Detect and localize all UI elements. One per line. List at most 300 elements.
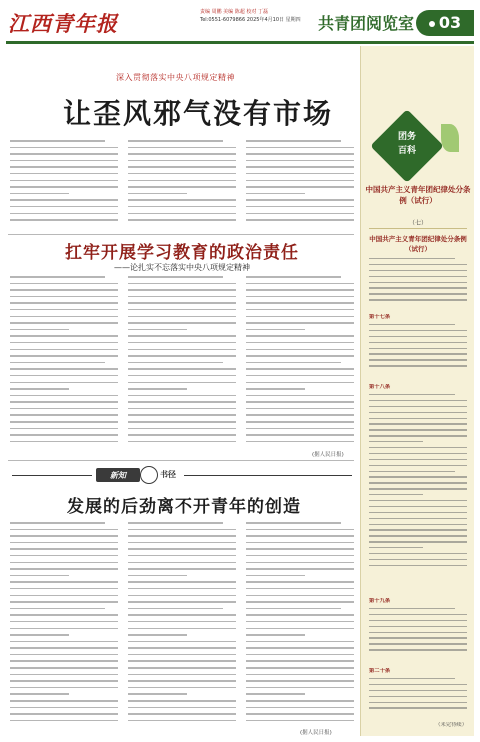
text-line: [10, 568, 118, 570]
text-line: [246, 322, 354, 324]
third-byline: (据人民日报): [300, 730, 332, 736]
ornament-label-right: 书径: [160, 469, 176, 479]
text-line: [128, 680, 236, 682]
lead-headline: 让歪风邪气没有市场: [62, 97, 333, 130]
text-line: [128, 140, 223, 142]
text-line: [10, 674, 118, 676]
text-line: [246, 628, 354, 630]
text-line: [10, 542, 118, 544]
text-line: [246, 206, 354, 208]
text-line: [128, 428, 236, 430]
text-line: [10, 647, 118, 649]
text-line: [246, 581, 354, 583]
text-line: [128, 667, 236, 669]
text-line: [128, 302, 236, 304]
text-line: [369, 348, 467, 349]
text-line: [10, 595, 118, 597]
text-line: [128, 322, 236, 324]
text-line: [10, 707, 118, 709]
text-line: [369, 394, 455, 395]
text-line: [10, 634, 69, 636]
sidebar-subtitle: 中国共产主义青年团纪律处分条例（试行）: [369, 235, 467, 253]
text-line: [369, 529, 467, 530]
sidebar-rule: [369, 228, 467, 229]
text-line: [369, 506, 467, 507]
text-line: [369, 547, 423, 548]
text-line: [128, 276, 223, 278]
text-line: [10, 349, 118, 351]
text-line: [128, 414, 236, 416]
text-line: [369, 282, 467, 283]
article-18-text: [369, 394, 467, 594]
text-line: [10, 140, 105, 142]
text-line: [128, 621, 236, 623]
text-line: [10, 395, 118, 397]
text-line: [128, 522, 223, 524]
text-line: [128, 628, 236, 630]
text-line: [10, 414, 118, 416]
text-line: [246, 548, 354, 550]
text-line: [10, 283, 118, 285]
text-line: [10, 401, 118, 403]
text-line: [246, 335, 354, 337]
book-icon: [140, 466, 158, 484]
text-line: [246, 667, 354, 669]
text-line: [10, 660, 118, 662]
text-line: [369, 293, 467, 294]
text-line: [246, 434, 354, 436]
text-line: [128, 186, 236, 188]
text-line: [246, 562, 354, 564]
text-line: [10, 720, 118, 722]
text-line: [128, 548, 236, 550]
badge-text: [375, 130, 439, 158]
text-line: [369, 494, 423, 495]
text-line: [10, 289, 118, 291]
text-line: [369, 276, 467, 277]
text-line: [128, 362, 223, 364]
text-line: [369, 488, 467, 489]
text-line: [10, 562, 118, 564]
text-line: [128, 289, 236, 291]
text-line: [128, 608, 223, 610]
text-line: [128, 153, 236, 155]
text-line: [246, 707, 354, 709]
text-line: [369, 299, 467, 300]
text-line: [10, 614, 118, 616]
text-line: [10, 388, 69, 390]
text-line: [128, 206, 236, 208]
text-line: [128, 693, 187, 695]
text-line: [369, 429, 467, 430]
text-line: [128, 660, 236, 662]
text-line: [128, 720, 236, 722]
lead-body: [10, 140, 354, 232]
text-line: [128, 634, 187, 636]
text-line: [246, 368, 354, 370]
text-line: [246, 296, 354, 298]
text-line: [128, 382, 236, 384]
text-line: [246, 289, 354, 291]
text-line: [128, 647, 236, 649]
text-line: [369, 565, 467, 566]
text-line: [128, 654, 236, 656]
text-line: [246, 522, 341, 524]
text-line: [10, 421, 118, 423]
second-body: [10, 276, 354, 448]
text-line: [246, 186, 354, 188]
text-line: [246, 355, 354, 357]
newspaper-logo: 江西青年报: [8, 11, 118, 36]
text-line: [10, 621, 118, 623]
text-line: [128, 614, 236, 616]
text-line: [369, 423, 467, 424]
text-line: [246, 555, 354, 557]
text-line: [246, 441, 354, 443]
text-line: [369, 614, 467, 615]
text-line: [10, 276, 105, 278]
text-line: [128, 408, 236, 410]
text-line: [246, 535, 354, 537]
text-line: [246, 153, 354, 155]
text-line: [369, 626, 467, 627]
ornament-line-right: [184, 475, 352, 476]
text-line: [369, 435, 467, 436]
third-column-2: [128, 522, 236, 728]
text-line: [246, 316, 354, 318]
text-line: [369, 441, 423, 442]
text-line: [369, 649, 467, 650]
article-19-label: 第十九条: [369, 598, 391, 604]
page-number-badge: [416, 10, 474, 36]
text-line: [10, 206, 118, 208]
text-line: [128, 335, 236, 337]
text-line: [128, 296, 236, 298]
text-line: [10, 555, 118, 557]
text-line: [10, 296, 118, 298]
text-line: [369, 264, 467, 265]
text-line: [10, 322, 118, 324]
text-line: [246, 680, 354, 682]
text-line: [246, 654, 354, 656]
text-line: [10, 628, 118, 630]
dot-icon: [429, 21, 435, 27]
text-line: [10, 667, 118, 669]
third-column-3: [246, 522, 354, 728]
text-line: [369, 512, 467, 513]
text-line: [369, 643, 467, 644]
text-line: [246, 641, 354, 643]
text-line: [369, 690, 467, 691]
section-title: 共青团阅览室: [318, 14, 415, 33]
text-line: [369, 702, 467, 703]
text-line: [369, 465, 467, 466]
second-column-2: [128, 276, 236, 448]
page-number: 03: [438, 13, 462, 32]
text-line: [128, 707, 236, 709]
lead-column-1: [10, 140, 118, 232]
text-line: [128, 349, 236, 351]
article-17-label: 第十七条: [369, 314, 391, 320]
text-line: [10, 713, 118, 715]
text-line: [246, 720, 354, 722]
badge-line-2: 百科: [397, 146, 416, 156]
text-line: [369, 535, 467, 536]
sidebar-title: 中国共产主义青年团纪律处分条例（试行）: [365, 185, 471, 205]
text-line: [246, 608, 341, 610]
text-line: [246, 388, 305, 390]
text-line: [10, 575, 69, 577]
text-line: [10, 687, 118, 689]
text-line: [246, 601, 354, 603]
text-line: [10, 213, 118, 215]
text-line: [369, 453, 467, 454]
text-line: [10, 548, 118, 550]
text-line: [10, 382, 118, 384]
text-line: [128, 601, 236, 603]
text-line: [369, 684, 467, 685]
text-line: [369, 678, 455, 679]
text-line: [128, 388, 187, 390]
text-line: [246, 395, 354, 397]
second-column-1: [10, 276, 118, 448]
text-line: [128, 355, 236, 357]
text-line: [128, 581, 236, 583]
text-line: [369, 482, 467, 483]
text-line: [10, 529, 118, 531]
text-line: [246, 687, 354, 689]
text-line: [10, 535, 118, 537]
text-line: [10, 581, 118, 583]
text-line: [128, 555, 236, 557]
text-line: [128, 368, 236, 370]
text-line: [369, 500, 467, 501]
text-line: [369, 400, 467, 401]
lead-column-3: [246, 140, 354, 232]
leaf-icon: [441, 124, 459, 152]
lead-column-2: [128, 140, 236, 232]
text-line: [246, 140, 341, 142]
text-line: [246, 614, 354, 616]
text-line: [10, 693, 69, 695]
text-line: [369, 476, 467, 477]
divider-rule: [8, 234, 354, 235]
third-column-1: [10, 522, 118, 728]
article-17-text: [369, 324, 467, 382]
text-line: [128, 535, 236, 537]
text-line: [246, 621, 354, 623]
text-line: [369, 406, 467, 407]
text-line: [128, 147, 236, 149]
text-line: [10, 522, 105, 524]
text-line: [128, 219, 236, 221]
lead-kicker: 深入贯彻落实中央八项规定精神: [116, 73, 235, 82]
text-line: [10, 408, 118, 410]
text-line: [369, 353, 467, 354]
text-line: [128, 160, 236, 162]
text-line: [128, 562, 236, 564]
third-headline: 发展的后劲离不开青年的创造: [67, 497, 301, 517]
text-line: [128, 213, 236, 215]
text-line: [246, 199, 354, 201]
text-line: [369, 620, 467, 621]
text-line: [10, 302, 118, 304]
text-line: [10, 588, 118, 590]
text-line: [128, 575, 187, 577]
text-line: [128, 568, 236, 570]
sidebar-panel: [360, 46, 474, 736]
text-line: [246, 542, 354, 544]
text-line: [128, 199, 236, 201]
text-line: [10, 375, 118, 377]
text-line: [128, 180, 236, 182]
text-line: [10, 329, 69, 331]
text-line: [369, 696, 467, 697]
text-line: [246, 693, 305, 695]
text-line: [246, 713, 354, 715]
text-line: [10, 199, 118, 201]
text-line: [246, 375, 354, 377]
text-line: [10, 309, 118, 311]
text-line: [246, 575, 305, 577]
text-line: [369, 637, 467, 638]
text-line: [246, 568, 354, 570]
text-line: [246, 588, 354, 590]
text-line: [128, 395, 236, 397]
text-line: [369, 608, 455, 609]
text-line: [128, 595, 236, 597]
text-line: [128, 713, 236, 715]
text-line: [10, 368, 118, 370]
text-line: [369, 330, 467, 331]
text-line: [246, 349, 354, 351]
text-line: [128, 674, 236, 676]
text-line: [128, 342, 236, 344]
text-line: [369, 336, 467, 337]
text-line: [246, 213, 354, 215]
text-line: [369, 447, 467, 448]
text-line: [246, 160, 354, 162]
third-body: [10, 522, 354, 728]
text-line: [128, 166, 236, 168]
text-line: [128, 309, 236, 311]
text-line: [246, 362, 341, 364]
text-line: [369, 412, 467, 413]
text-line: [369, 632, 467, 633]
tuanwu-baike-badge: [375, 120, 459, 174]
text-line: [10, 342, 118, 344]
text-line: [246, 329, 305, 331]
text-line: [246, 700, 354, 702]
text-line: [369, 342, 467, 343]
text-line: [246, 595, 354, 597]
second-subhead: ——论扎实不忘落实中央八项规定精神: [114, 263, 250, 272]
text-line: [128, 173, 236, 175]
text-line: [128, 641, 236, 643]
text-line: [369, 324, 455, 325]
text-line: [128, 421, 236, 423]
text-line: [128, 316, 236, 318]
second-headline: 扛牢开展学习教育的政治责任: [65, 243, 299, 263]
text-line: [10, 166, 118, 168]
text-line: [369, 258, 455, 259]
text-line: [246, 219, 354, 221]
text-line: [369, 287, 467, 288]
text-line: [10, 316, 118, 318]
text-line: [10, 441, 118, 443]
text-line: [246, 421, 354, 423]
text-line: [369, 524, 467, 525]
text-line: [128, 542, 236, 544]
text-line: [246, 283, 354, 285]
text-line: [246, 414, 354, 416]
masthead-info: [200, 8, 318, 24]
text-line: [10, 173, 118, 175]
text-line: [128, 329, 187, 331]
text-line: [369, 365, 467, 366]
text-line: [10, 355, 118, 357]
text-line: [369, 359, 467, 360]
text-line: [246, 166, 354, 168]
to-be-continued: （未完待续）: [435, 722, 467, 728]
text-line: [369, 418, 467, 419]
text-line: [246, 634, 305, 636]
text-line: [10, 680, 118, 682]
text-line: [369, 541, 467, 542]
text-line: [246, 428, 354, 430]
divider-rule: [8, 460, 354, 461]
sidebar-intro-text: [369, 258, 467, 312]
text-line: [246, 660, 354, 662]
text-line: [128, 687, 236, 689]
text-line: [369, 518, 467, 519]
contact-date-line: Tel:0551-6079866 2025年4月10日 星期四: [200, 17, 301, 23]
text-line: [246, 309, 354, 311]
text-line: [10, 160, 118, 162]
text-line: [246, 193, 305, 195]
text-line: [246, 147, 354, 149]
sidebar-part: （七）: [408, 220, 427, 227]
text-line: [246, 674, 354, 676]
text-line: [246, 529, 354, 531]
second-byline: (据人民日报): [312, 452, 344, 458]
text-line: [369, 707, 467, 708]
article-20-text: [369, 678, 467, 718]
text-line: [246, 180, 354, 182]
text-line: [369, 553, 467, 554]
ornament-line-left: [12, 475, 92, 476]
text-line: [10, 335, 118, 337]
text-line: [128, 700, 236, 702]
text-line: [10, 428, 118, 430]
text-line: [10, 362, 105, 364]
text-line: [246, 276, 341, 278]
text-line: [10, 700, 118, 702]
text-line: [246, 401, 354, 403]
text-line: [128, 434, 236, 436]
masthead: [6, 4, 474, 44]
text-line: [10, 186, 118, 188]
text-line: [128, 441, 236, 443]
text-line: [10, 608, 105, 610]
text-line: [369, 559, 467, 560]
article-18-label: 第十八条: [369, 384, 391, 390]
text-line: [246, 647, 354, 649]
text-line: [128, 401, 236, 403]
text-line: [369, 471, 455, 472]
ornament-label-left: 新知: [96, 468, 140, 482]
text-line: [369, 459, 467, 460]
